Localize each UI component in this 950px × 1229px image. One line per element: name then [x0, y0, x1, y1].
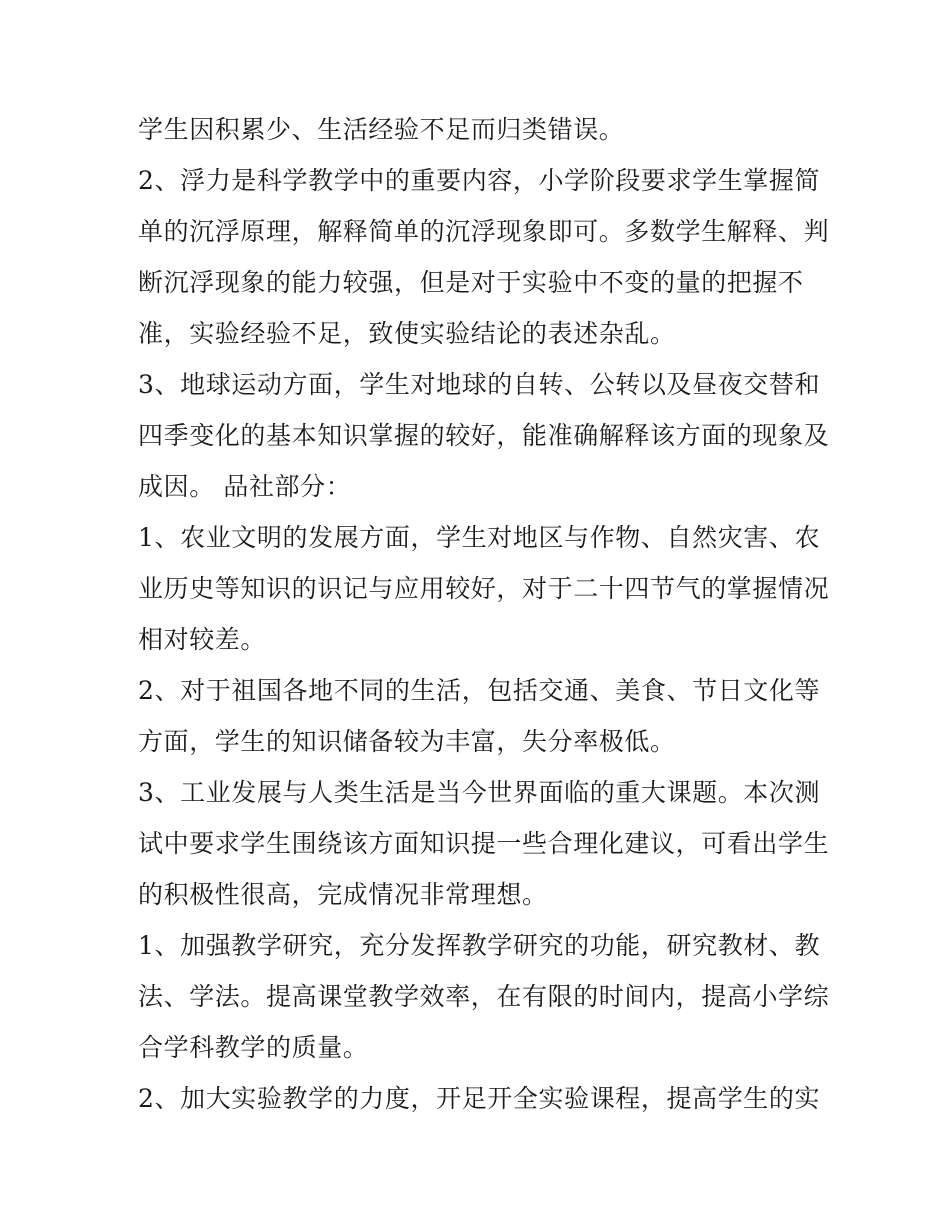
text-line: 相对较差。: [138, 625, 267, 654]
text-line: 的积极性很高，完成情况非常理想。: [138, 880, 548, 909]
text-line: 1、农业文明的发展方面，学生对地区与作物、自然灾害、农: [138, 523, 821, 552]
text-line: 法、学法。提高课堂教学效率，在有限的时间内，提高小学综: [138, 982, 830, 1011]
document-body: [138, 104, 830, 1124]
text-line: 2、对于祖国各地不同的生活，包括交通、美食、节日文化等: [138, 676, 821, 705]
text-line: 准，实验经验不足，致使实验结论的表述杂乱。: [138, 319, 676, 348]
text-line: 业历史等知识的识记与应用较好，对于二十四节气的掌握情况: [138, 574, 830, 603]
text-line: 2、浮力是科学教学中的重要内容，小学阶段要求学生掌握简: [138, 166, 821, 195]
text-line: 断沉浮现象的能力较强，但是对于实验中不变的量的把握不: [138, 268, 804, 297]
text-line: 1、加强教学研究，充分发挥教学研究的功能，研究教材、教: [138, 931, 821, 960]
text-line: 试中要求学生围绕该方面知识提一些合理化建议，可看出学生: [138, 829, 830, 858]
text-line: 学生因积累少、生活经验不足而归类错误。: [138, 115, 625, 144]
text-line: 方面，学生的知识储备较为丰富，失分率极低。: [138, 727, 676, 756]
text-line: 3、地球运动方面，学生对地球的自转、公转以及昼夜交替和: [138, 370, 821, 399]
text-line: 四季变化的基本知识掌握的较好，能准确解释该方面的现象及: [138, 421, 830, 450]
text-line: 合学科教学的质量。: [138, 1033, 369, 1062]
text-line: 2、加大实验教学的力度，开足开全实验课程，提高学生的实: [138, 1084, 821, 1113]
text-line: 成因。 品社部分：: [138, 472, 352, 501]
text-line: 单的沉浮原理，解释简单的沉浮现象即可。多数学生解释、判: [138, 217, 830, 246]
text-line: 3、工业发展与人类生活是当今世界面临的重大课题。本次测: [138, 778, 821, 807]
